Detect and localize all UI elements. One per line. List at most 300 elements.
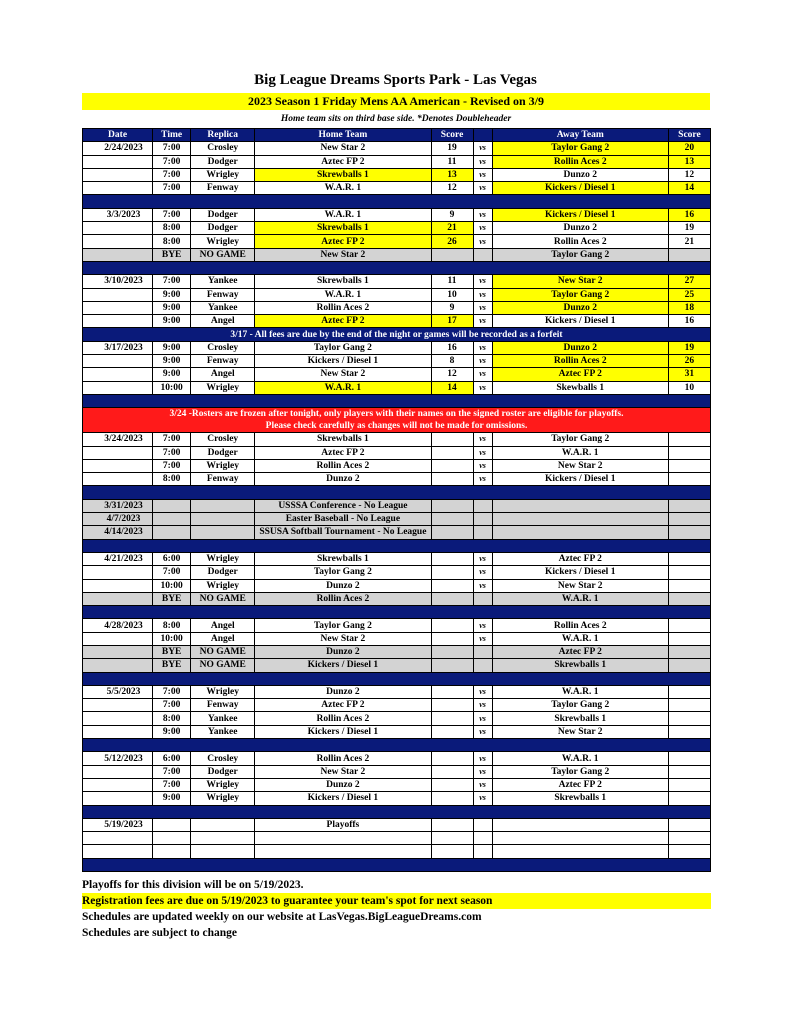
vs-cell: vs: [473, 699, 492, 712]
time-cell: 10:00: [153, 381, 191, 394]
replica-cell: Dodger: [191, 566, 255, 579]
replica-cell: Angel: [191, 368, 255, 381]
replica-cell: Crosley: [191, 433, 255, 446]
away-score-cell: [668, 459, 710, 472]
fees-notice-row: [83, 328, 711, 341]
away-team-cell: New Star 2: [492, 579, 668, 592]
home-score-cell: [431, 792, 473, 805]
away-score-cell: [668, 513, 710, 526]
away-score-cell: [668, 699, 710, 712]
away-team-cell: New Star 2: [492, 459, 668, 472]
replica-cell: Wrigley: [191, 552, 255, 565]
week-separator: [83, 195, 711, 208]
game-row: [83, 752, 711, 765]
game-row: [83, 341, 711, 354]
roster-alert: [83, 408, 711, 433]
away-score-cell: 25: [668, 288, 710, 301]
time-cell: 7:00: [153, 208, 191, 221]
time-cell: [153, 845, 191, 858]
away-team-cell: Aztec FP 2: [492, 778, 668, 791]
home-team-cell: Playoffs: [255, 818, 431, 831]
separator-bar: [83, 672, 711, 685]
replica-cell: NO GAME: [191, 592, 255, 605]
separator-bar: [83, 739, 711, 752]
vs-cell: vs: [473, 433, 492, 446]
no-league-row: [83, 513, 711, 526]
away-team-cell: Dunzo 2: [492, 168, 668, 181]
vs-cell: [473, 845, 492, 858]
game-row: [83, 446, 711, 459]
replica-cell: [191, 832, 255, 845]
away-score-cell: 10: [668, 381, 710, 394]
away-team-cell: Kickers / Diesel 1: [492, 566, 668, 579]
game-row: [83, 275, 711, 288]
vs-cell: vs: [473, 685, 492, 698]
page-title: Big League Dreams Sports Park - Las Vegas: [254, 72, 537, 88]
away-team-cell: [492, 499, 668, 512]
vs-cell: vs: [473, 752, 492, 765]
away-team-cell: [492, 526, 668, 539]
home-score-cell: [431, 752, 473, 765]
replica-cell: Angel: [191, 632, 255, 645]
vs-cell: vs: [473, 288, 492, 301]
away-team-cell: Kickers / Diesel 1: [492, 182, 668, 195]
date-cell: [83, 182, 153, 195]
away-team-cell: Dunzo 2: [492, 222, 668, 235]
week-separator: [83, 739, 711, 752]
home-team-cell: New Star 2: [255, 368, 431, 381]
away-team-cell: Taylor Gang 2: [492, 433, 668, 446]
time-cell: 8:00: [153, 619, 191, 632]
away-score-cell: 19: [668, 341, 710, 354]
away-score-cell: [668, 818, 710, 831]
away-score-cell: [668, 619, 710, 632]
game-row: [83, 566, 711, 579]
no-league-text: USSSA Conference - No League: [255, 499, 431, 512]
schedule-table: [82, 128, 711, 872]
game-row: [83, 845, 711, 858]
replica-cell: Dodger: [191, 208, 255, 221]
time-cell: 9:00: [153, 792, 191, 805]
home-score-cell: [431, 845, 473, 858]
replica-cell: Angel: [191, 315, 255, 328]
home-score-cell: 9: [431, 301, 473, 314]
game-row: [83, 381, 711, 394]
away-score-cell: 21: [668, 235, 710, 248]
bye-row: [83, 659, 711, 672]
replica-cell: Wrigley: [191, 168, 255, 181]
replica-cell: Dodger: [191, 155, 255, 168]
home-score-cell: [431, 818, 473, 831]
home-team-cell: Dunzo 2: [255, 579, 431, 592]
away-score-cell: [668, 473, 710, 486]
home-score-cell: [431, 659, 473, 672]
home-team-cell: Aztec FP 2: [255, 699, 431, 712]
date-cell: [83, 659, 153, 672]
game-row: [83, 459, 711, 472]
away-team-cell: Rollin Aces 2: [492, 235, 668, 248]
date-cell: 4/14/2023: [83, 526, 153, 539]
vs-cell: vs: [473, 208, 492, 221]
vs-cell: vs: [473, 459, 492, 472]
away-team-cell: Taylor Gang 2: [492, 765, 668, 778]
away-score-cell: [668, 659, 710, 672]
roster-alert-line2: Please check carefully as changes will not be made for omissions.: [265, 421, 528, 432]
time-cell: 7:00: [153, 155, 191, 168]
time-cell: 7:00: [153, 142, 191, 155]
time-cell: [153, 832, 191, 845]
game-row: [83, 182, 711, 195]
vs-cell: vs: [473, 301, 492, 314]
time-cell: 7:00: [153, 685, 191, 698]
replica-cell: [191, 845, 255, 858]
header-row: [83, 129, 711, 142]
vs-cell: [473, 832, 492, 845]
replica-cell: Fenway: [191, 182, 255, 195]
home-team-cell: New Star 2: [255, 248, 431, 261]
home-score-cell: [431, 632, 473, 645]
time-cell: 7:00: [153, 778, 191, 791]
replica-cell: NO GAME: [191, 248, 255, 261]
home-team-cell: Rollin Aces 2: [255, 592, 431, 605]
home-score-cell: 11: [431, 275, 473, 288]
col-away-team: Away Team: [492, 129, 668, 142]
game-row: [83, 699, 711, 712]
home-team-note: Home team sits on third base side. *Denotes Doubleheader: [280, 114, 512, 124]
home-team-cell: Dunzo 2: [255, 473, 431, 486]
home-team-cell: New Star 2: [255, 632, 431, 645]
home-score-cell: [431, 765, 473, 778]
away-team-cell: Taylor Gang 2: [492, 142, 668, 155]
home-score-cell: [431, 526, 473, 539]
date-cell: 4/7/2023: [83, 513, 153, 526]
time-cell: BYE: [153, 248, 191, 261]
home-score-cell: 10: [431, 288, 473, 301]
home-team-cell: Rollin Aces 2: [255, 301, 431, 314]
home-team-cell: W.A.R. 1: [255, 381, 431, 394]
vs-cell: vs: [473, 341, 492, 354]
home-score-cell: 26: [431, 235, 473, 248]
game-row: [83, 765, 711, 778]
date-cell: [83, 459, 153, 472]
home-team-cell: Dunzo 2: [255, 645, 431, 658]
time-cell: BYE: [153, 592, 191, 605]
time-cell: 7:00: [153, 765, 191, 778]
away-score-cell: 31: [668, 368, 710, 381]
home-team-cell: Rollin Aces 2: [255, 459, 431, 472]
date-cell: [83, 645, 153, 658]
home-score-cell: [431, 433, 473, 446]
replica-cell: Crosley: [191, 752, 255, 765]
game-row: [83, 712, 711, 725]
home-team-cell: Skrewballs 1: [255, 168, 431, 181]
home-score-cell: [431, 725, 473, 738]
time-cell: BYE: [153, 645, 191, 658]
replica-cell: NO GAME: [191, 659, 255, 672]
away-team-cell: Taylor Gang 2: [492, 248, 668, 261]
date-cell: [83, 725, 153, 738]
footer-playoffs: Playoffs for this division will be on 5/19/2023.: [82, 879, 304, 891]
vs-cell: vs: [473, 155, 492, 168]
replica-cell: Crosley: [191, 142, 255, 155]
col-vs: [473, 129, 492, 142]
footer-disclaimer: Schedules are subject to change: [82, 927, 238, 939]
replica-cell: Yankee: [191, 725, 255, 738]
home-score-cell: 14: [431, 381, 473, 394]
date-cell: 3/10/2023: [83, 275, 153, 288]
game-row: [83, 208, 711, 221]
date-cell: [83, 778, 153, 791]
time-cell: 7:00: [153, 275, 191, 288]
vs-cell: [473, 248, 492, 261]
date-cell: 5/5/2023: [83, 685, 153, 698]
game-row: [83, 725, 711, 738]
home-score-cell: [431, 832, 473, 845]
separator-bar: [83, 805, 711, 818]
home-team-cell: Taylor Gang 2: [255, 341, 431, 354]
game-row: [83, 222, 711, 235]
time-cell: 7:00: [153, 699, 191, 712]
vs-cell: [473, 513, 492, 526]
home-score-cell: [431, 499, 473, 512]
away-score-cell: [668, 552, 710, 565]
away-score-cell: [668, 685, 710, 698]
away-team-cell: Kickers / Diesel 1: [492, 315, 668, 328]
replica-cell: Wrigley: [191, 459, 255, 472]
date-cell: [83, 566, 153, 579]
date-cell: [83, 832, 153, 845]
home-score-cell: [431, 645, 473, 658]
away-score-cell: 20: [668, 142, 710, 155]
home-score-cell: 16: [431, 341, 473, 354]
fees-notice: 3/17 - All fees are due by the end of the night or games will be recorded as a forfeit: [83, 328, 711, 341]
time-cell: 7:00: [153, 433, 191, 446]
week-separator: [83, 858, 711, 871]
home-score-cell: 8: [431, 355, 473, 368]
week-separator: [83, 805, 711, 818]
away-team-cell: [492, 818, 668, 831]
away-team-cell: W.A.R. 1: [492, 446, 668, 459]
date-cell: [83, 446, 153, 459]
date-cell: [83, 248, 153, 261]
vs-cell: vs: [473, 792, 492, 805]
vs-cell: [473, 526, 492, 539]
home-score-cell: 9: [431, 208, 473, 221]
separator-bar: [83, 606, 711, 619]
away-score-cell: 16: [668, 315, 710, 328]
game-row: [83, 632, 711, 645]
vs-cell: vs: [473, 778, 492, 791]
replica-cell: Dodger: [191, 446, 255, 459]
game-row: [83, 433, 711, 446]
date-cell: [83, 235, 153, 248]
no-league-text: SSUSA Softball Tournament - No League: [255, 526, 431, 539]
date-cell: [83, 381, 153, 394]
vs-cell: [473, 659, 492, 672]
away-team-cell: New Star 2: [492, 275, 668, 288]
away-score-cell: [668, 526, 710, 539]
date-cell: [83, 792, 153, 805]
replica-cell: Fenway: [191, 699, 255, 712]
time-cell: 7:00: [153, 459, 191, 472]
vs-cell: vs: [473, 222, 492, 235]
home-team-cell: Kickers / Diesel 1: [255, 659, 431, 672]
home-score-cell: [431, 446, 473, 459]
date-cell: 5/19/2023: [83, 818, 153, 831]
time-cell: 9:00: [153, 368, 191, 381]
home-team-cell: W.A.R. 1: [255, 182, 431, 195]
replica-cell: [191, 818, 255, 831]
time-cell: 7:00: [153, 446, 191, 459]
home-team-cell: Kickers / Diesel 1: [255, 725, 431, 738]
replica-cell: Yankee: [191, 301, 255, 314]
time-cell: 8:00: [153, 222, 191, 235]
time-cell: 9:00: [153, 355, 191, 368]
separator-bar: [83, 486, 711, 499]
home-score-cell: 12: [431, 368, 473, 381]
away-score-cell: [668, 433, 710, 446]
away-score-cell: [668, 845, 710, 858]
time-cell: [153, 526, 191, 539]
vs-cell: vs: [473, 473, 492, 486]
time-cell: [153, 499, 191, 512]
home-team-cell: W.A.R. 1: [255, 208, 431, 221]
away-team-cell: Skrewballs 1: [492, 792, 668, 805]
col-home-team: Home Team: [255, 129, 431, 142]
away-score-cell: [668, 248, 710, 261]
home-score-cell: [431, 712, 473, 725]
home-score-cell: [431, 685, 473, 698]
home-team-cell: Aztec FP 2: [255, 446, 431, 459]
game-row: [83, 288, 711, 301]
home-team-cell: Skrewballs 1: [255, 222, 431, 235]
time-cell: 10:00: [153, 632, 191, 645]
home-score-cell: 11: [431, 155, 473, 168]
game-row: [83, 818, 711, 831]
date-cell: 4/21/2023: [83, 552, 153, 565]
away-score-cell: [668, 778, 710, 791]
separator-bar: [83, 195, 711, 208]
away-team-cell: Rollin Aces 2: [492, 619, 668, 632]
vs-cell: vs: [473, 552, 492, 565]
away-score-cell: [668, 446, 710, 459]
away-score-cell: [668, 832, 710, 845]
vs-cell: vs: [473, 632, 492, 645]
game-row: [83, 778, 711, 791]
time-cell: 8:00: [153, 235, 191, 248]
away-team-cell: Dunzo 2: [492, 301, 668, 314]
date-cell: 3/31/2023: [83, 499, 153, 512]
away-score-cell: [668, 645, 710, 658]
vs-cell: vs: [473, 725, 492, 738]
away-team-cell: Aztec FP 2: [492, 645, 668, 658]
vs-cell: vs: [473, 368, 492, 381]
away-team-cell: Aztec FP 2: [492, 368, 668, 381]
separator-bar: [83, 539, 711, 552]
date-cell: [83, 355, 153, 368]
home-score-cell: [431, 513, 473, 526]
replica-cell: Wrigley: [191, 685, 255, 698]
game-row: [83, 301, 711, 314]
replica-cell: Fenway: [191, 288, 255, 301]
week-separator: [83, 394, 711, 407]
time-cell: 7:00: [153, 566, 191, 579]
game-row: [83, 168, 711, 181]
away-team-cell: [492, 845, 668, 858]
replica-cell: [191, 499, 255, 512]
away-score-cell: [668, 712, 710, 725]
away-team-cell: [492, 832, 668, 845]
vs-cell: [473, 592, 492, 605]
no-league-row: [83, 499, 711, 512]
home-team-cell: Aztec FP 2: [255, 155, 431, 168]
home-score-cell: [431, 248, 473, 261]
away-score-cell: [668, 566, 710, 579]
home-score-cell: [431, 619, 473, 632]
vs-cell: vs: [473, 712, 492, 725]
time-cell: 7:00: [153, 168, 191, 181]
home-team-cell: Dunzo 2: [255, 685, 431, 698]
game-row: [83, 792, 711, 805]
no-league-row: [83, 526, 711, 539]
home-score-cell: [431, 778, 473, 791]
time-cell: [153, 818, 191, 831]
home-team-cell: Rollin Aces 2: [255, 712, 431, 725]
home-team-cell: Rollin Aces 2: [255, 752, 431, 765]
replica-cell: Crosley: [191, 341, 255, 354]
time-cell: 6:00: [153, 552, 191, 565]
away-team-cell: Taylor Gang 2: [492, 699, 668, 712]
replica-cell: [191, 513, 255, 526]
replica-cell: Yankee: [191, 712, 255, 725]
roster-alert-row: [83, 408, 711, 433]
replica-cell: Yankee: [191, 275, 255, 288]
replica-cell: NO GAME: [191, 645, 255, 658]
home-score-cell: 21: [431, 222, 473, 235]
date-cell: 3/17/2023: [83, 341, 153, 354]
vs-cell: vs: [473, 381, 492, 394]
date-cell: [83, 632, 153, 645]
home-team-cell: Skrewballs 1: [255, 552, 431, 565]
away-score-cell: [668, 592, 710, 605]
home-score-cell: [431, 579, 473, 592]
date-cell: [83, 765, 153, 778]
away-team-cell: Kickers / Diesel 1: [492, 473, 668, 486]
game-row: [83, 832, 711, 845]
week-separator: [83, 486, 711, 499]
bye-row: [83, 592, 711, 605]
replica-cell: Dodger: [191, 765, 255, 778]
vs-cell: vs: [473, 765, 492, 778]
vs-cell: vs: [473, 355, 492, 368]
separator-bar: [83, 858, 711, 871]
date-cell: [83, 712, 153, 725]
time-cell: 6:00: [153, 752, 191, 765]
away-score-cell: [668, 632, 710, 645]
home-team-cell: [255, 845, 431, 858]
vs-cell: vs: [473, 566, 492, 579]
replica-cell: [191, 526, 255, 539]
home-score-cell: [431, 592, 473, 605]
home-score-cell: 13: [431, 168, 473, 181]
date-cell: [83, 699, 153, 712]
home-team-cell: W.A.R. 1: [255, 288, 431, 301]
home-team-cell: New Star 2: [255, 142, 431, 155]
date-cell: 3/3/2023: [83, 208, 153, 221]
vs-cell: [473, 818, 492, 831]
home-team-cell: Dunzo 2: [255, 778, 431, 791]
away-score-cell: 12: [668, 168, 710, 181]
